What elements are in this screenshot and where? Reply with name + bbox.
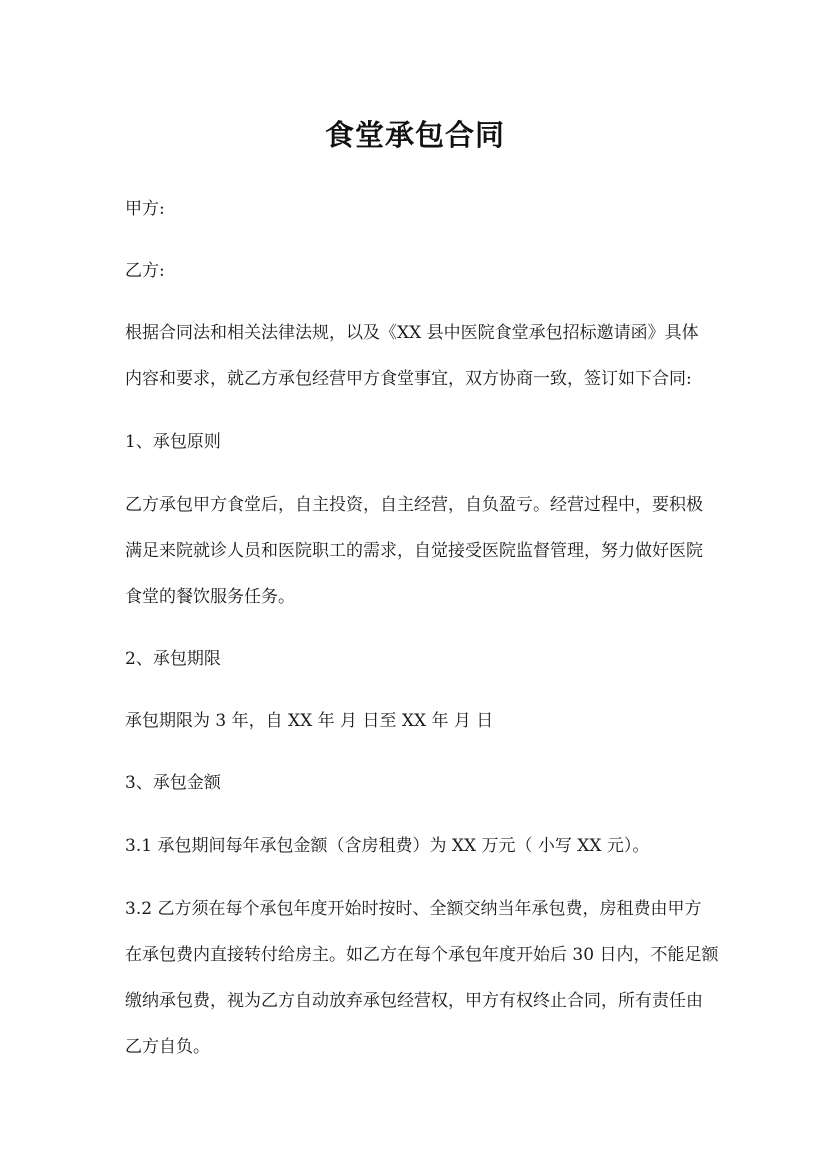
paragraph-line: 食堂的餐饮服务任务。 bbox=[125, 587, 295, 607]
section-heading: 3、承包金额 bbox=[125, 773, 221, 793]
section-heading: 2、承包期限 bbox=[125, 649, 221, 669]
paragraph-line: 缴纳承包费，视为乙方自动放弃承包经营权，甲方有权终止合同，所有责任由 bbox=[125, 991, 703, 1011]
paragraph-line: 承包期限为 3 年，自 XX 年 月 日至 XX 年 月 日 bbox=[125, 711, 494, 731]
section-heading: 1、承包原则 bbox=[125, 432, 221, 452]
paragraph-line: 3.1 承包期间每年承包金额（含房租费）为 XX 万元（ 小写 XX 元）。 bbox=[125, 836, 650, 856]
party-a-label: 甲方: bbox=[125, 199, 165, 219]
intro-line: 根据合同法和相关法律法规，以及《XX 县中医院食堂承包招标邀请函》具体 bbox=[125, 323, 699, 343]
paragraph-line: 满足来院就诊人员和医院职工的需求，自觉接受医院监督管理，努力做好医院 bbox=[125, 541, 703, 561]
document-title: 食堂承包合同 bbox=[324, 118, 505, 152]
paragraph-line: 乙方自负。 bbox=[125, 1037, 210, 1057]
intro-line: 内容和要求，就乙方承包经营甲方食堂事宜，双方协商一致，签订如下合同: bbox=[125, 369, 692, 389]
party-b-label: 乙方: bbox=[125, 261, 165, 281]
paragraph-line: 乙方承包甲方食堂后，自主投资，自主经营，自负盈亏。经营过程中，要积极 bbox=[125, 495, 703, 515]
paragraph-line: 在承包费内直接转付给房主。如乙方在每个承包年度开始后 30 日内，不能足额 bbox=[125, 945, 719, 965]
paragraph-line: 3.2 乙方须在每个承包年度开始时按时、全额交纳当年承包费，房租费由甲方 bbox=[125, 899, 702, 919]
